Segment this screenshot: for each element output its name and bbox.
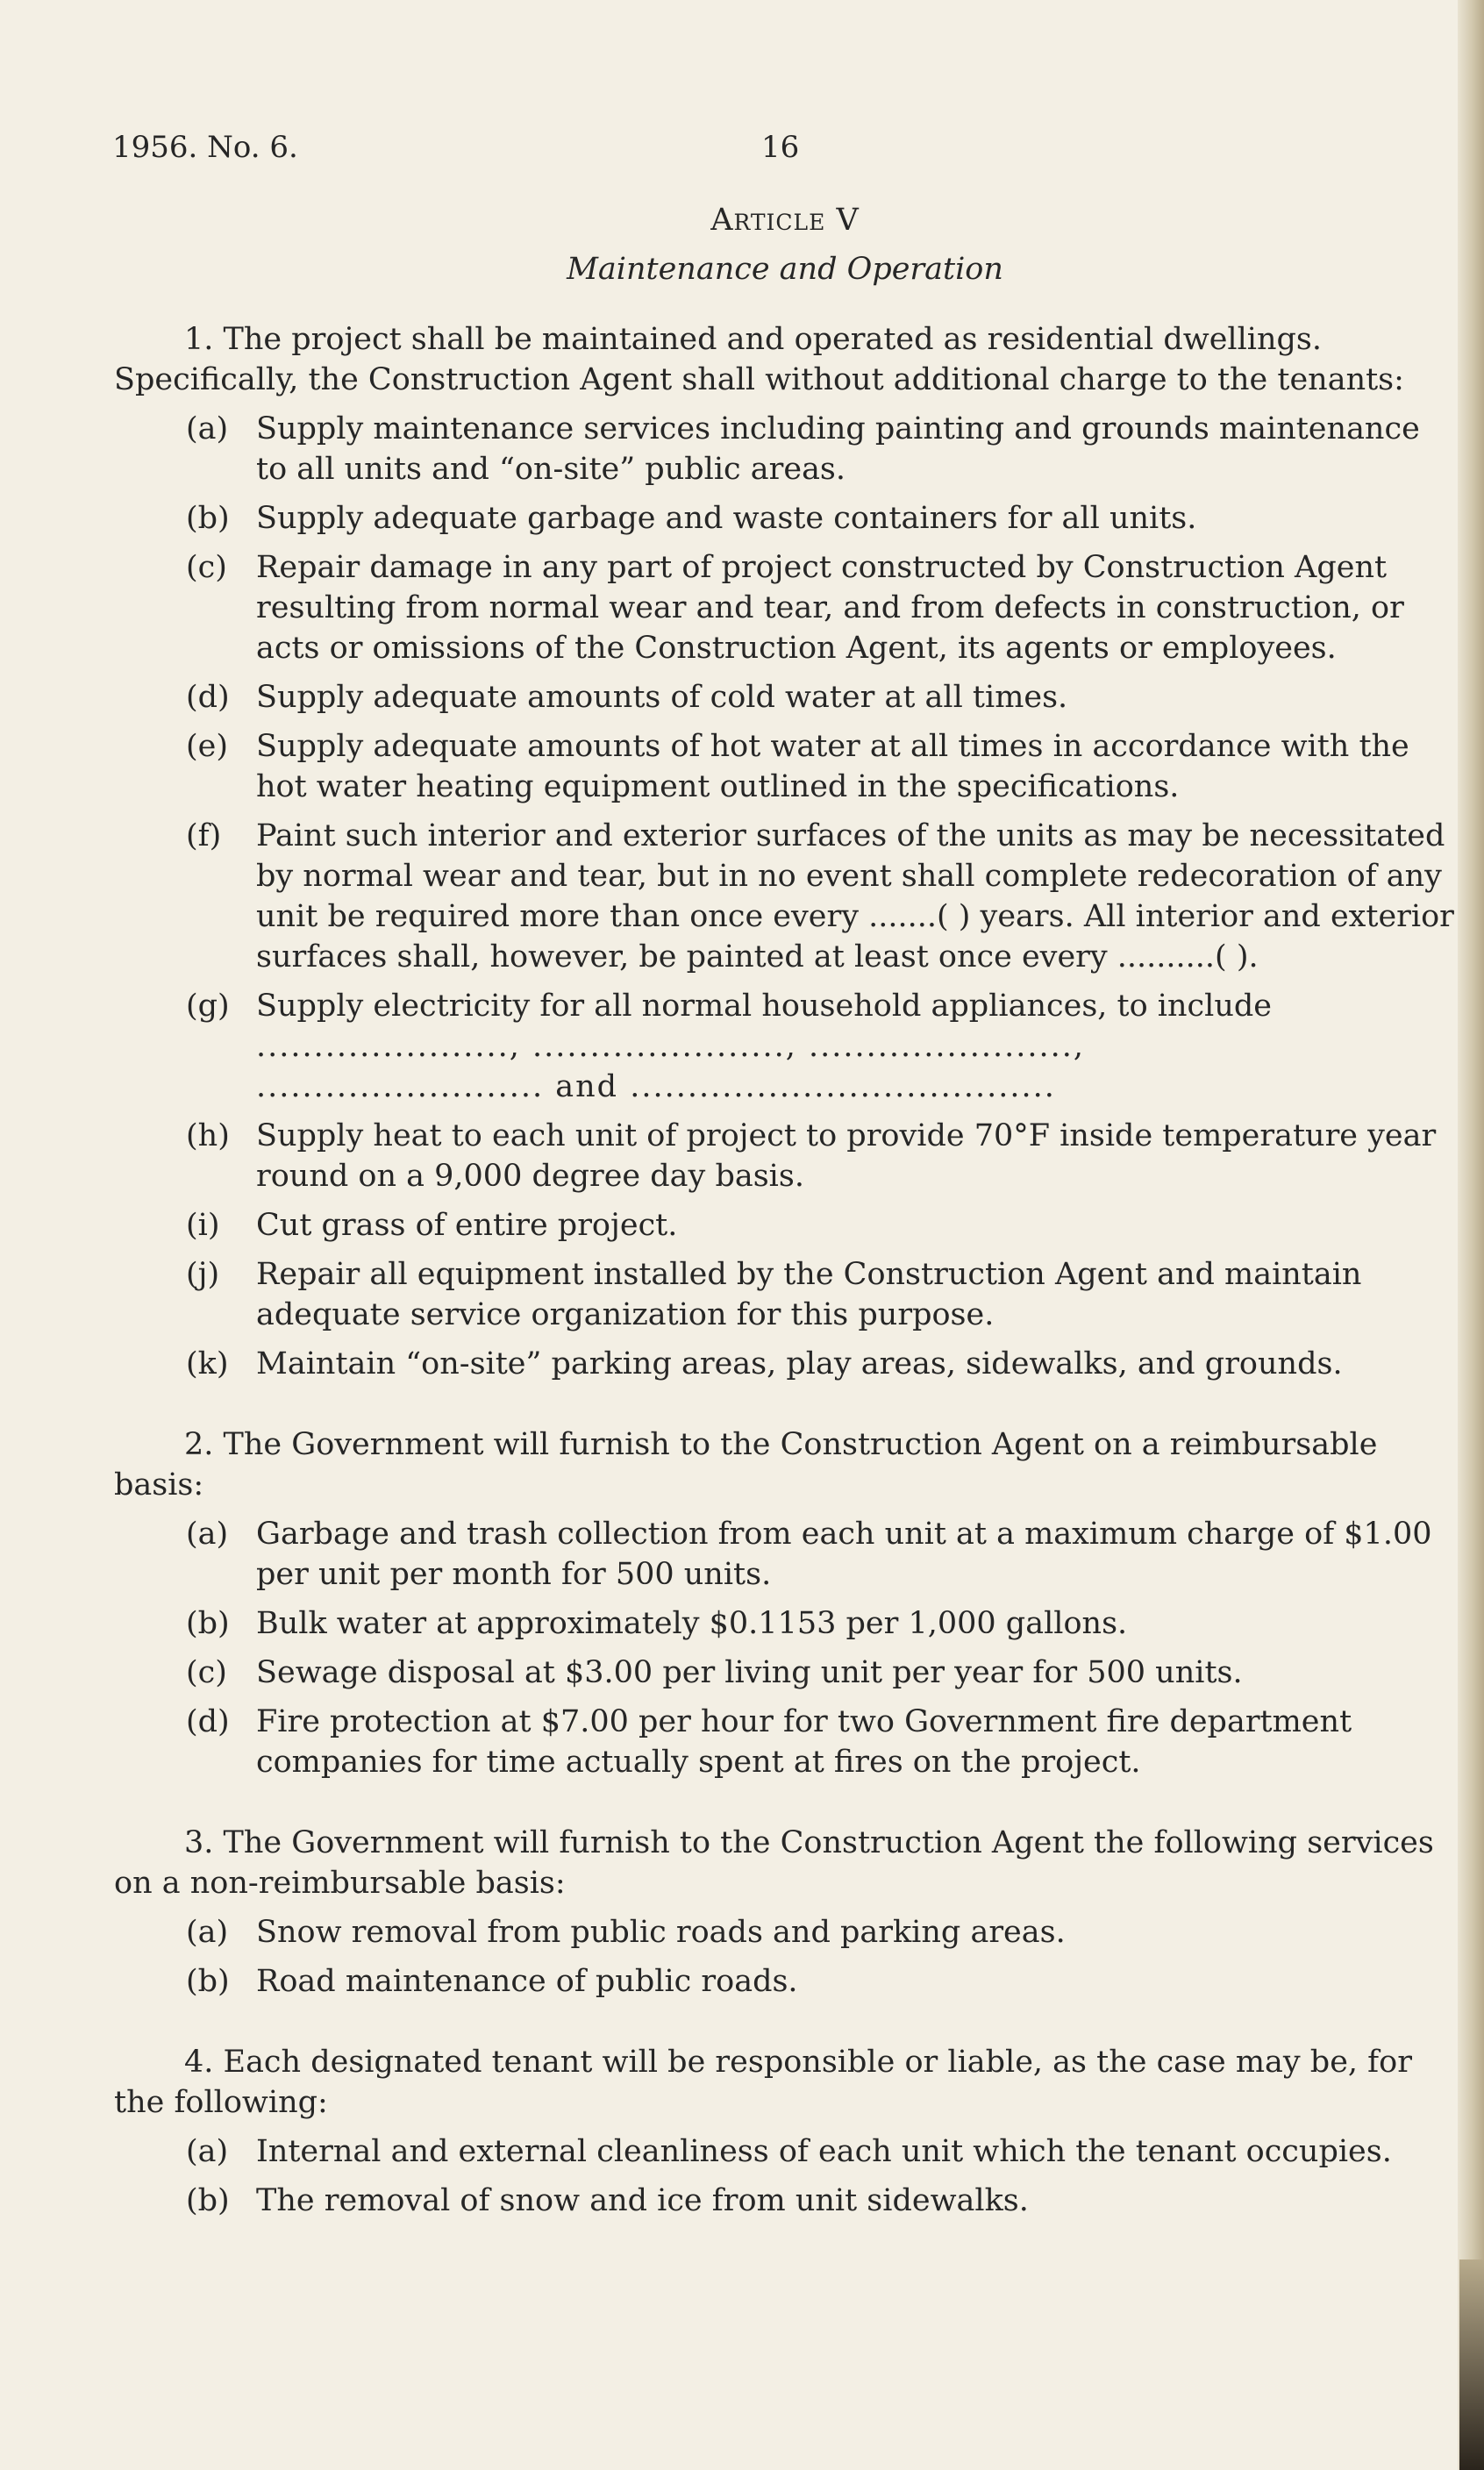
item-label: (f) [186,818,222,853]
item-label: (b) [186,1964,230,1999]
item-label: (a) [186,1915,229,1950]
item-label: (i) [186,1208,220,1243]
item-label: (d) [186,1704,230,1739]
list-item [114,1254,1456,1335]
item-label: (g) [186,989,230,1024]
list-item [114,816,1456,977]
item-text: Supply adequate garbage and waste containers for all units. [256,501,1197,536]
article-title: Article V [710,203,860,238]
item-text: Snow removal from public roads and parking areas. [256,1915,1066,1950]
item-label: (h) [186,1118,230,1153]
list-item [114,1961,1456,2002]
item-label: (c) [186,1655,227,1690]
item-label: (k) [186,1346,229,1381]
list-item [114,1912,1456,1952]
list-item [114,726,1456,807]
item-text: Supply adequate amounts of cold water at all times. [256,680,1068,715]
page-header [112,130,799,165]
item-label: (e) [186,729,229,764]
item-label: (b) [186,1606,230,1641]
item-text: Maintain “on-site” parking areas, play areas, sidewalks, and grounds. [256,1346,1343,1381]
section-4-intro: 4. Each designated tenant will be responsible or liable, as the case may be, for the following: [114,2045,1412,2120]
item-text: Repair all equipment installed by the Construction Agent and maintain adequate service organization for this purpose. [256,1257,1362,1332]
document-reference: 1956. No. 6. [112,130,298,165]
list-item [114,986,1456,1107]
item-text: Road maintenance of public roads. [256,1964,798,1999]
item-label: (d) [186,680,230,715]
item-text: Repair damage in any part of project constructed by Construction Agent resulting from normal wear and tear, and from defects in construction, or acts or omissions of the Construction Agent, its agents or employees. [256,550,1404,666]
list-item [114,677,1456,717]
item-text: Supply electricity for all normal household appliances, to include [256,989,1272,1024]
item-text: Cut grass of entire project. [256,1208,678,1243]
item-label: (a) [186,1517,229,1552]
list-item [114,498,1456,539]
item-text: Garbage and trash collection from each unit at a maximum charge of $1.00 per unit per month for 500 units. [256,1517,1432,1592]
list-item [114,2131,1456,2172]
list-item [114,1116,1456,1196]
item-label: (j) [186,1257,220,1292]
section-3-list [114,1912,1456,2002]
section-1-intro: 1. The project shall be maintained and operated as residential dwellings. Specifically, the Construction Agent shall without additional charge to the tenants: [114,322,1404,397]
item-label: (b) [186,501,230,536]
page-content [114,200,1456,2261]
item-text: Supply adequate amounts of hot water at all times in accordance with the hot water heating equipment outlined in the specifications. [256,729,1409,804]
section-2-intro: 2. The Government will furnish to the Construction Agent on a reimbursable basis: [114,1427,1378,1503]
section-4-list [114,2131,1456,2221]
item-label: (b) [186,2183,230,2218]
item-label: (a) [186,411,229,446]
list-item [114,409,1456,489]
item-label: (a) [186,2134,229,2169]
blank-line: ......................, ......................, ......................., [256,1029,1086,1064]
article-subtitle: Maintenance and Operation [567,252,1003,287]
list-item [114,1702,1456,1782]
page-edge-shadow [1459,2259,1484,2470]
blank-line: ......................... and ..................................... [256,1069,1056,1104]
list-item [114,2181,1456,2221]
item-label: (c) [186,550,227,585]
item-text: Fire protection at $7.00 per hour for two Government fire department companies for time actually spent at fires on the project. [256,1704,1352,1780]
item-text: Paint such interior and exterior surfaces of the units as may be necessitated by normal wear and tear, but in no event shall complete redecoration of any unit be required more than once every .......( ) years. All interior and exterior surfaces shall, however, be painted at least once every ..........( ). [256,818,1454,974]
page-number: 16 [761,130,800,165]
list-item [114,1205,1456,1246]
list-item [114,547,1456,668]
list-item [114,1603,1456,1644]
item-text: Bulk water at approximately $0.1153 per 1,000 gallons. [256,1606,1128,1641]
item-text: Supply maintenance services including painting and grounds maintenance to all units and “on-site” public areas. [256,411,1420,487]
page-edge [1458,0,1484,2470]
item-text: Internal and external cleanliness of each unit which the tenant occupies. [256,2134,1392,2169]
list-item [114,1344,1456,1384]
item-text: The removal of snow and ice from unit sidewalks. [256,2183,1029,2218]
list-item [114,1514,1456,1595]
section-2-list [114,1514,1456,1782]
section-3-intro: 3. The Government will furnish to the Construction Agent the following services on a non-reimbursable basis: [114,1825,1434,1901]
list-item [114,1653,1456,1693]
section-1-list [114,409,1456,1384]
item-text: Supply heat to each unit of project to provide 70°F inside temperature year round on a 9,000 degree day basis. [256,1118,1437,1194]
item-text: Sewage disposal at $3.00 per living unit per year for 500 units. [256,1655,1243,1690]
